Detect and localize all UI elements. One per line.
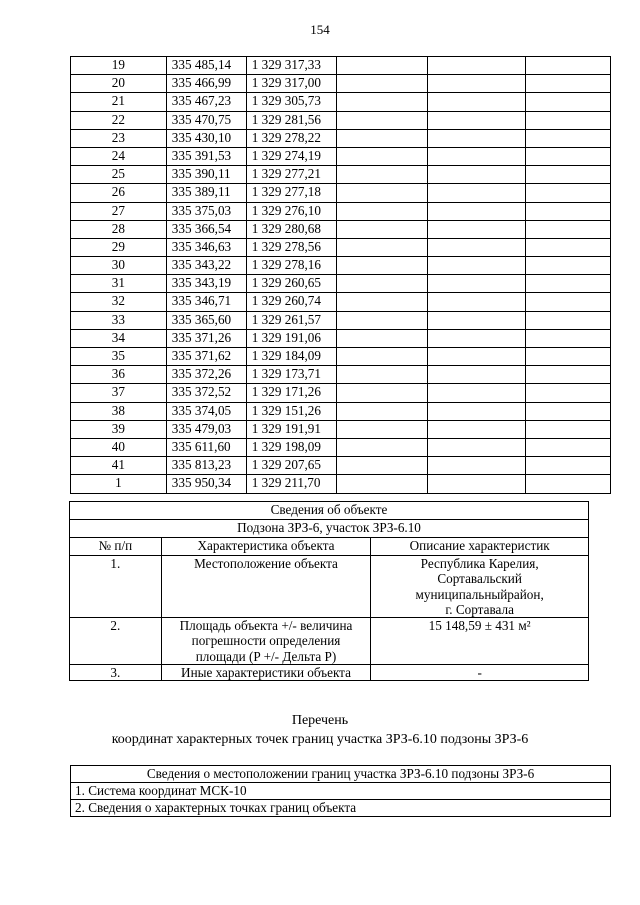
empty-cell xyxy=(526,329,611,347)
coordinate-x: 335 391,53 xyxy=(166,147,246,165)
coordinate-y: 1 329 278,56 xyxy=(246,238,336,256)
row-number: 3. xyxy=(70,665,162,681)
coordinate-x: 335 374,05 xyxy=(166,402,246,420)
description-cell-line: - xyxy=(477,665,482,681)
coordinate-x: 335 813,23 xyxy=(166,457,246,475)
object-info-row xyxy=(70,665,589,681)
description-cell-line: Республика Карелия, xyxy=(420,556,539,571)
characteristic-cell-line: площади (P +/- Дельта P) xyxy=(195,648,337,664)
empty-cell xyxy=(428,184,526,202)
page-number: 154 xyxy=(310,22,330,37)
point-number: 19 xyxy=(71,57,167,75)
empty-cell xyxy=(336,93,428,111)
empty-cell xyxy=(526,420,611,438)
listing-title: Перечень xyxy=(291,713,349,728)
empty-cell xyxy=(428,220,526,238)
coordinate-row xyxy=(71,311,611,329)
empty-cell xyxy=(336,457,428,475)
coordinate-row xyxy=(71,275,611,293)
listing-subtitle: координат характерных точек границ участка ЗРЗ-6.10 подзоны ЗРЗ-6 xyxy=(111,732,529,747)
point-number: 40 xyxy=(71,438,167,456)
empty-cell xyxy=(428,475,526,493)
description-cell-line: г. Сортавала xyxy=(445,601,514,617)
coordinate-row xyxy=(71,93,611,111)
row-number: 2. xyxy=(70,618,162,665)
empty-cell xyxy=(526,402,611,420)
coordinate-row xyxy=(71,111,611,129)
object-info-subtitle: Подзона ЗРЗ-6, участок ЗРЗ-6.10 xyxy=(70,520,589,538)
coordinate-y: 1 329 261,57 xyxy=(246,311,336,329)
coordinate-row xyxy=(71,75,611,93)
empty-cell xyxy=(428,238,526,256)
coordinate-y: 1 329 184,09 xyxy=(246,348,336,366)
empty-cell xyxy=(526,75,611,93)
coordinate-row xyxy=(71,238,611,256)
coordinate-y: 1 329 207,65 xyxy=(246,457,336,475)
empty-cell xyxy=(428,384,526,402)
point-number: 38 xyxy=(71,402,167,420)
description-cell xyxy=(371,665,589,681)
empty-cell xyxy=(526,348,611,366)
object-info-table xyxy=(69,501,589,681)
coordinate-y: 1 329 151,26 xyxy=(246,402,336,420)
coordinate-row xyxy=(71,366,611,384)
coordinate-x: 335 366,54 xyxy=(166,220,246,238)
empty-cell xyxy=(336,384,428,402)
empty-cell xyxy=(336,111,428,129)
coordinate-x: 335 389,11 xyxy=(166,184,246,202)
characteristic-cell xyxy=(161,665,371,681)
coordinate-x: 335 371,26 xyxy=(166,329,246,347)
empty-cell xyxy=(526,475,611,493)
header-description: Описание характеристик xyxy=(371,538,589,556)
description-cell-line: 15 148,59 ± 431 м² xyxy=(428,618,531,634)
empty-cell xyxy=(526,293,611,311)
boundary-info-title: Сведения о местоположении границ участка ЗРЗ-6.10 подзоны ЗРЗ-6 xyxy=(71,766,611,783)
coordinate-row xyxy=(71,166,611,184)
description-cell xyxy=(371,618,589,665)
boundary-info-table xyxy=(70,765,611,817)
empty-cell xyxy=(336,329,428,347)
empty-cell xyxy=(526,57,611,75)
empty-cell xyxy=(428,129,526,147)
coordinate-x: 335 372,26 xyxy=(166,366,246,384)
description-cell xyxy=(371,556,589,618)
coordinate-y: 1 329 281,56 xyxy=(246,111,336,129)
coordinate-row xyxy=(71,147,611,165)
object-info-row xyxy=(70,556,589,618)
coordinate-row xyxy=(71,220,611,238)
description-cell-line: Сортавальский xyxy=(437,571,522,587)
coordinate-y: 1 329 260,65 xyxy=(246,275,336,293)
coordinate-x: 335 611,60 xyxy=(166,438,246,456)
empty-cell xyxy=(336,348,428,366)
empty-cell xyxy=(336,257,428,275)
coordinate-x: 335 950,34 xyxy=(166,475,246,493)
point-number: 35 xyxy=(71,348,167,366)
empty-cell xyxy=(336,166,428,184)
coordinate-y: 1 329 277,21 xyxy=(246,166,336,184)
empty-cell xyxy=(526,311,611,329)
point-number: 20 xyxy=(71,75,167,93)
empty-cell xyxy=(526,166,611,184)
empty-cell xyxy=(336,275,428,293)
point-number: 22 xyxy=(71,111,167,129)
boundary-info-row: 1. Система координат МСК-10 xyxy=(71,783,611,800)
point-number: 26 xyxy=(71,184,167,202)
empty-cell xyxy=(428,348,526,366)
empty-cell xyxy=(336,293,428,311)
empty-cell xyxy=(336,475,428,493)
coordinate-y: 1 329 211,70 xyxy=(246,475,336,493)
characteristic-cell-line: Местоположение объекта xyxy=(194,556,338,571)
coordinate-x: 335 343,22 xyxy=(166,257,246,275)
empty-cell xyxy=(428,75,526,93)
coordinate-x: 335 466,99 xyxy=(166,75,246,93)
point-number: 36 xyxy=(71,366,167,384)
empty-cell xyxy=(336,238,428,256)
coordinate-row xyxy=(71,129,611,147)
empty-cell xyxy=(336,129,428,147)
empty-cell xyxy=(336,366,428,384)
point-number: 1 xyxy=(71,475,167,493)
boundary-info-row: 2. Сведения о характерных точках границ объекта xyxy=(71,800,611,817)
coordinate-y: 1 329 305,73 xyxy=(246,93,336,111)
coordinate-x: 335 430,10 xyxy=(166,129,246,147)
point-number: 34 xyxy=(71,329,167,347)
characteristic-cell xyxy=(161,618,371,665)
empty-cell xyxy=(428,311,526,329)
empty-cell xyxy=(336,147,428,165)
coordinate-row xyxy=(71,457,611,475)
empty-cell xyxy=(526,457,611,475)
coordinate-y: 1 329 280,68 xyxy=(246,220,336,238)
characteristic-cell-line: погрешности определения xyxy=(191,633,341,649)
empty-cell xyxy=(526,220,611,238)
coordinate-y: 1 329 171,26 xyxy=(246,384,336,402)
header-characteristic: Характеристика объекта xyxy=(161,538,371,556)
point-number: 32 xyxy=(71,293,167,311)
object-info-row xyxy=(70,618,589,665)
empty-cell xyxy=(526,384,611,402)
empty-cell xyxy=(526,111,611,129)
coordinate-row xyxy=(71,257,611,275)
empty-cell xyxy=(526,202,611,220)
characteristic-cell-line: Площадь объекта +/- величина xyxy=(179,618,353,634)
coordinate-y: 1 329 278,22 xyxy=(246,129,336,147)
point-number: 31 xyxy=(71,275,167,293)
coordinate-x: 335 467,23 xyxy=(166,93,246,111)
coordinate-row xyxy=(71,57,611,75)
empty-cell xyxy=(428,147,526,165)
coordinate-y: 1 329 173,71 xyxy=(246,366,336,384)
characteristic-cell-line: Иные характеристики объекта xyxy=(181,665,351,681)
empty-cell xyxy=(428,438,526,456)
coordinate-row xyxy=(71,420,611,438)
empty-cell xyxy=(526,438,611,456)
empty-cell xyxy=(428,329,526,347)
empty-cell xyxy=(336,402,428,420)
point-number: 37 xyxy=(71,384,167,402)
empty-cell xyxy=(336,438,428,456)
empty-cell xyxy=(336,57,428,75)
empty-cell xyxy=(526,238,611,256)
empty-cell xyxy=(526,257,611,275)
point-number: 29 xyxy=(71,238,167,256)
empty-cell xyxy=(526,366,611,384)
coordinate-y: 1 329 276,10 xyxy=(246,202,336,220)
coordinate-y: 1 329 277,18 xyxy=(246,184,336,202)
coordinate-row xyxy=(71,329,611,347)
empty-cell xyxy=(526,93,611,111)
empty-cell xyxy=(336,420,428,438)
empty-cell xyxy=(428,420,526,438)
row-number: 1. xyxy=(70,556,162,618)
coordinate-row xyxy=(71,438,611,456)
coordinate-x: 335 343,19 xyxy=(166,275,246,293)
empty-cell xyxy=(526,275,611,293)
empty-cell xyxy=(526,147,611,165)
empty-cell xyxy=(428,202,526,220)
point-number: 30 xyxy=(71,257,167,275)
coordinate-x: 335 365,60 xyxy=(166,311,246,329)
empty-cell xyxy=(428,275,526,293)
object-info-title: Сведения об объекте xyxy=(70,502,589,520)
coordinate-x: 335 485,14 xyxy=(166,57,246,75)
coordinate-x: 335 375,03 xyxy=(166,202,246,220)
point-number: 21 xyxy=(71,93,167,111)
coordinate-row xyxy=(71,293,611,311)
empty-cell xyxy=(336,220,428,238)
point-number: 25 xyxy=(71,166,167,184)
empty-cell xyxy=(428,457,526,475)
point-number: 24 xyxy=(71,147,167,165)
coordinate-y: 1 329 317,33 xyxy=(246,57,336,75)
coordinate-row xyxy=(71,384,611,402)
coordinate-y: 1 329 191,91 xyxy=(246,420,336,438)
point-number: 33 xyxy=(71,311,167,329)
point-number: 28 xyxy=(71,220,167,238)
coordinate-y: 1 329 278,16 xyxy=(246,257,336,275)
empty-cell xyxy=(428,57,526,75)
coordinate-x: 335 371,62 xyxy=(166,348,246,366)
coordinate-y: 1 329 198,09 xyxy=(246,438,336,456)
coordinate-y: 1 329 317,00 xyxy=(246,75,336,93)
empty-cell xyxy=(336,75,428,93)
description-cell-line: муниципальныйрайон, xyxy=(415,586,544,602)
empty-cell xyxy=(428,111,526,129)
characteristic-cell xyxy=(161,556,371,618)
empty-cell xyxy=(428,293,526,311)
point-number: 39 xyxy=(71,420,167,438)
point-number: 41 xyxy=(71,457,167,475)
header-number: № п/п xyxy=(70,538,162,556)
coordinate-x: 335 390,11 xyxy=(166,166,246,184)
coordinates-table xyxy=(70,56,611,494)
empty-cell xyxy=(526,184,611,202)
empty-cell xyxy=(428,402,526,420)
coordinate-x: 335 470,75 xyxy=(166,111,246,129)
coordinate-row xyxy=(71,202,611,220)
coordinate-y: 1 329 274,19 xyxy=(246,147,336,165)
coordinate-row xyxy=(71,184,611,202)
coordinate-y: 1 329 260,74 xyxy=(246,293,336,311)
coordinate-x: 335 372,52 xyxy=(166,384,246,402)
empty-cell xyxy=(336,202,428,220)
coordinate-y: 1 329 191,06 xyxy=(246,329,336,347)
coordinate-row xyxy=(71,475,611,493)
coordinate-x: 335 479,03 xyxy=(166,420,246,438)
empty-cell xyxy=(428,257,526,275)
empty-cell xyxy=(336,311,428,329)
coordinate-row xyxy=(71,402,611,420)
empty-cell xyxy=(526,129,611,147)
empty-cell xyxy=(428,166,526,184)
coordinate-x: 335 346,63 xyxy=(166,238,246,256)
coordinate-row xyxy=(71,348,611,366)
empty-cell xyxy=(428,93,526,111)
empty-cell xyxy=(428,366,526,384)
coordinate-x: 335 346,71 xyxy=(166,293,246,311)
point-number: 27 xyxy=(71,202,167,220)
empty-cell xyxy=(336,184,428,202)
point-number: 23 xyxy=(71,129,167,147)
